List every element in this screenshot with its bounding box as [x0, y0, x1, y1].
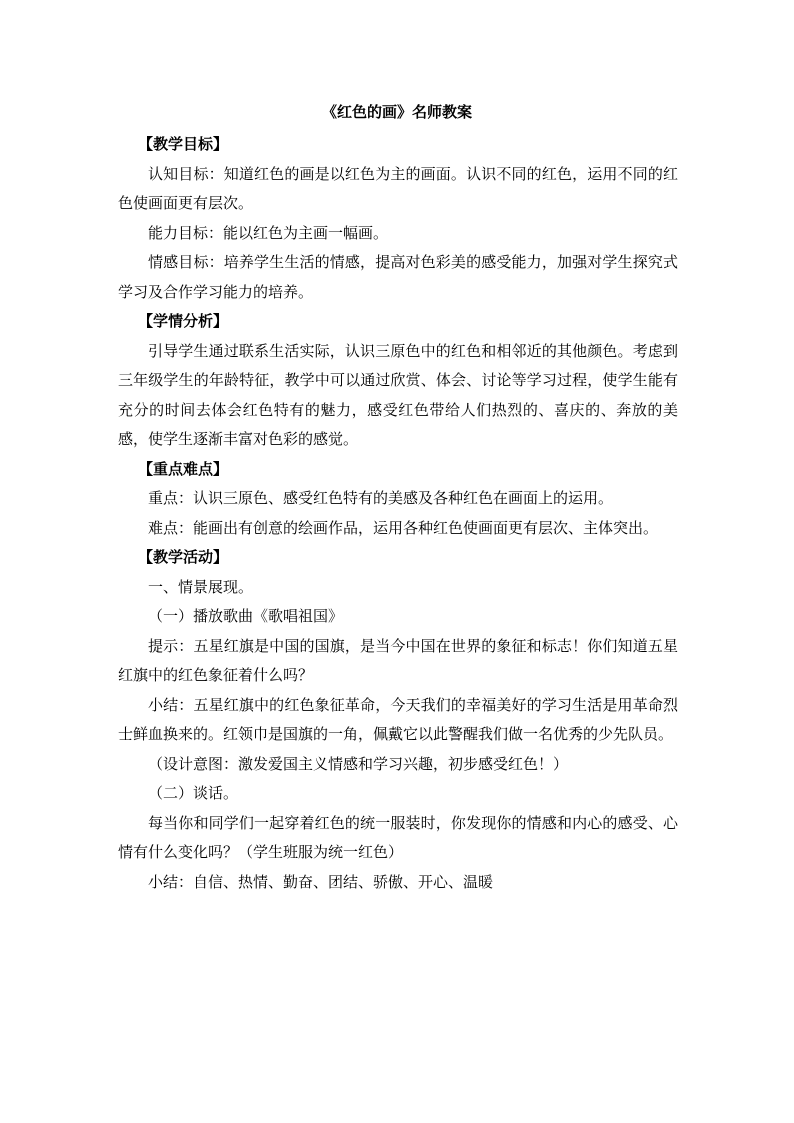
paragraph-scene-display: 一、情景展现。	[148, 577, 254, 596]
paragraph-play-song: （一）播放歌曲《歌唱祖国》	[148, 607, 344, 625]
document-title: 《红色的画》名师教案	[321, 103, 472, 121]
document-body	[118, 130, 678, 897]
section-heading-key-difficulties: 【重点难点】	[138, 459, 229, 478]
paragraph-ability-goal: 能力目标：能以红色为主画一幅画。	[148, 223, 389, 242]
paragraph-uniform-question: 每当你和同学们一起穿着红色的统一服装时，你发现你的情感和内心的感受、心情有什么变化吗？（学生班服为统一红色）	[118, 813, 678, 861]
paragraph-summary-feelings: 小结：自信、热情、勤奋、团结、骄傲、开心、温暖	[148, 872, 494, 891]
section-heading-teaching-activities: 【教学活动】	[138, 548, 229, 566]
paragraph-conversation: （二）谈话。	[148, 784, 239, 802]
paragraph-summary-flag: 小结：五星红旗中的红色象征革命，今天我们的幸福美好的学习生活是用革命烈士鲜血换来的。红领巾是国旗的一角，佩戴它以此警醒我们做一名优秀的少先队员。	[118, 695, 678, 743]
paragraph-cognitive-goal: 认知目标：知道红色的画是以红色为主的画面。认识不同的红色，运用不同的红色使画面更有层次。	[118, 164, 678, 212]
paragraph-learner-analysis: 引导学生通过联系生活实际，认识三原色中的红色和相邻近的其他颜色。考虑到三年级学生的年龄特征，教学中可以通过欣赏、体会、讨论等学习过程，使学生能有充分的时间去体会红色特有的魅力，感受红色带给人们热烈的、喜庆的、奔放的美感，使学生逐渐丰富对色彩的感觉。	[118, 341, 678, 448]
paragraph-difficulty: 难点：能画出有创意的绘画作品，运用各种红色使画面更有层次、主体突出。	[148, 518, 659, 537]
paragraph-hint: 提示：五星红旗是中国的国旗，是当今中国在世界的象征和标志！你们知道五星红旗中的红色象征着什么吗？	[118, 636, 678, 684]
paragraph-design-intent: （设计意图：激发爱国主义情感和学习兴趣，初步感受红色！）	[148, 754, 569, 773]
section-heading-learner-analysis: 【学情分析】	[138, 312, 229, 330]
paragraph-emotional-goal: 情感目标：培养学生生活的情感，提高对色彩美的感受能力，加强对学生探究式学习及合作学习能力的培养。	[118, 253, 678, 301]
section-heading-teaching-goals: 【教学目标】	[138, 135, 229, 153]
paragraph-key-point: 重点：认识三原色、感受红色特有的美感及各种红色在画面上的运用。	[148, 489, 614, 507]
